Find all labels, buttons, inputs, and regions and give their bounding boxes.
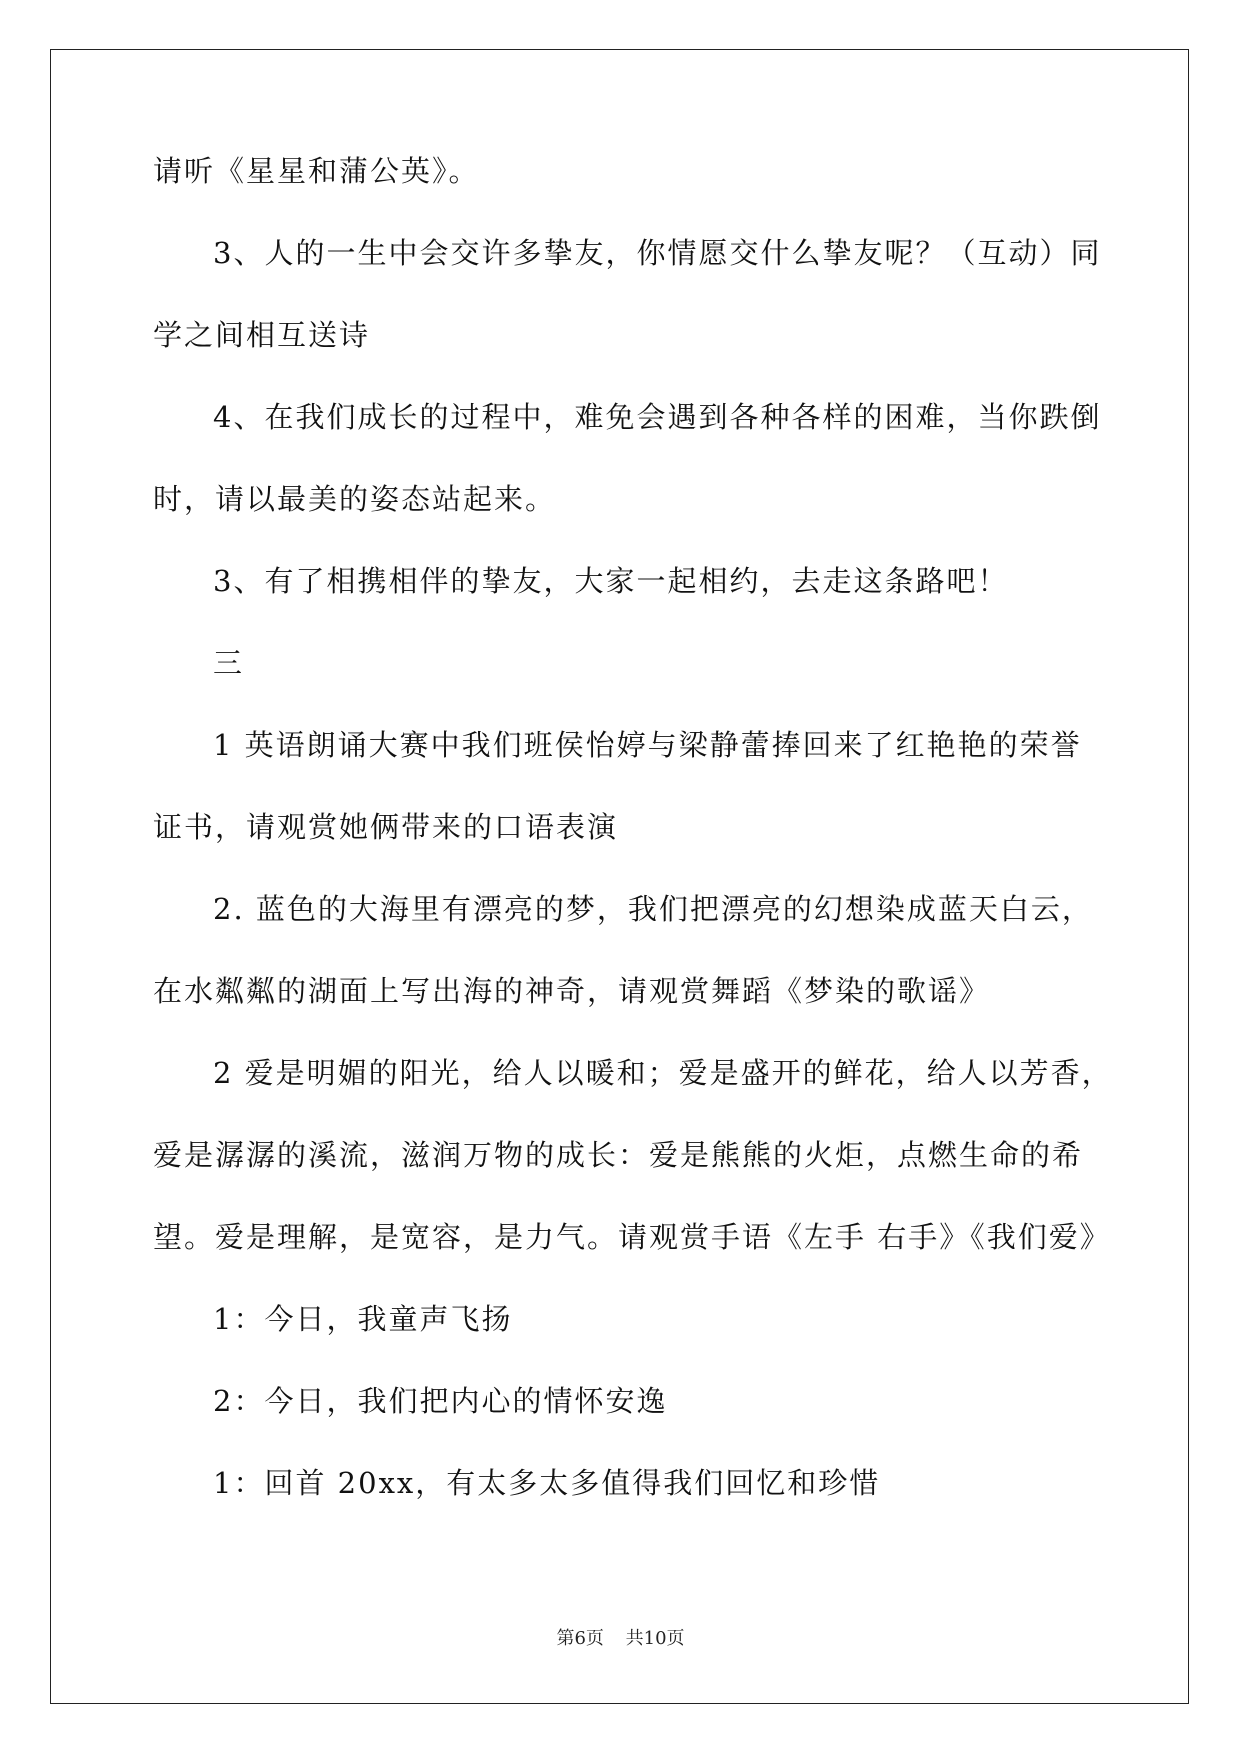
text-line: 2：今日，我们把内心的情怀安逸: [213, 1384, 668, 1418]
text-line: 学之间相互送诗: [153, 318, 371, 352]
page-total: 共10页: [625, 1628, 685, 1649]
page-number: 第6页: [556, 1628, 604, 1649]
text-line: 4、在我们成长的过程中，难免会遇到各种各样的困难，当你跌倒: [213, 400, 1102, 434]
page-frame: [50, 49, 1189, 1704]
text-line: 望。爱是理解，是宽容，是力气。请观赏手语《左手 右手》《我们爱》: [153, 1220, 1111, 1254]
text-line: 3、人的一生中会交许多挚友，你情愿交什么挚友呢？（互动）同: [213, 236, 1102, 270]
text-line: 爱是潺潺的溪流，滋润万物的成长：爱是熊熊的火炬，点燃生命的希: [153, 1138, 1084, 1172]
page-footer: [0, 1627, 1241, 1651]
text-line: 请听《星星和蒲公英》。: [153, 154, 480, 188]
text-line: 3、有了相携相伴的挚友，大家一起相约，去走这条路吧！: [213, 564, 1009, 598]
text-line: 在水粼粼的湖面上写出海的神奇，请观赏舞蹈《梦染的歌谣》: [153, 974, 991, 1008]
text-line: 时，请以最美的姿态站起来。: [153, 482, 557, 516]
text-line: 1：回首 20xx，有太多太多值得我们回忆和珍惜: [213, 1466, 881, 1500]
text-line: 三: [213, 646, 245, 680]
text-line: 2 爱是明媚的阳光，给人以暖和；爱是盛开的鲜花，给人以芳香，: [213, 1056, 1113, 1090]
text-line: 1 英语朗诵大赛中我们班侯怡婷与梁静蕾捧回来了红艳艳的荣誉: [213, 728, 1082, 762]
text-line: 2. 蓝色的大海里有漂亮的梦，我们把漂亮的幻想染成蓝天白云，: [213, 892, 1093, 926]
text-line: 证书，请观赏她俩带来的口语表演: [153, 810, 619, 844]
text-line: 1：今日，我童声飞扬: [213, 1302, 513, 1336]
